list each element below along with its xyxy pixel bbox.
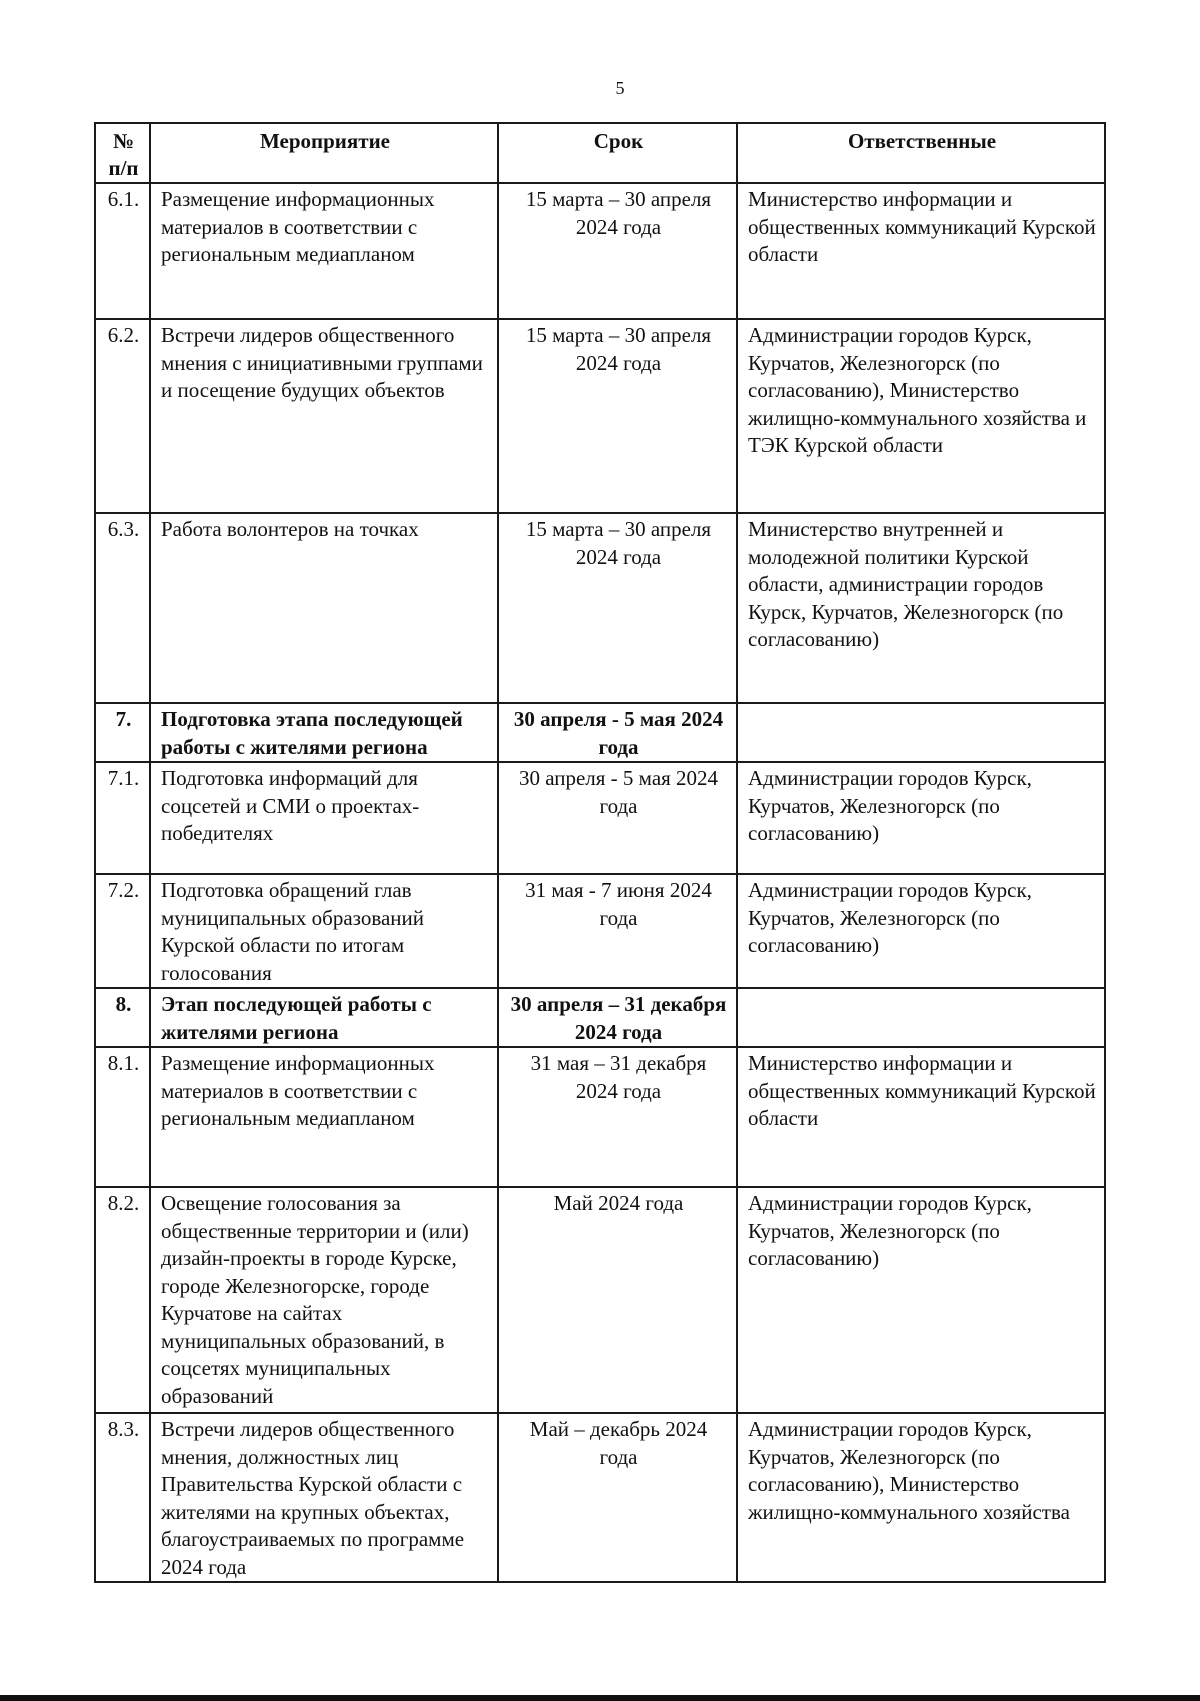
table-row xyxy=(95,874,1105,988)
table-row xyxy=(95,513,1105,703)
row-responsible: Администрации городов Курск, Курчатов, Железногорск (по согласованию) xyxy=(737,1187,1105,1413)
row-num: 8.2. xyxy=(95,1187,150,1413)
row-responsible: Администрации городов Курск, Курчатов, Железногорск (по согласованию), Министерство жилищно-коммунального хозяйства и ТЭК Курской области xyxy=(737,319,1105,513)
row-responsible: Министерство информации и общественных коммуникаций Курской области xyxy=(737,1047,1105,1187)
header-event: Мероприятие xyxy=(150,123,498,183)
row-responsible: Министерство внутренней и молодежной политики Курской области, администрации городов Курск, Курчатов, Железногорск (по согласованию) xyxy=(737,513,1105,703)
row-deadline: Май 2024 года xyxy=(498,1187,737,1413)
row-num: 8. xyxy=(95,988,150,1047)
row-event: Встречи лидеров общественного мнения с инициативными группами и посещение будущих объектов xyxy=(150,319,498,513)
row-deadline: 30 апреля - 5 мая 2024 года xyxy=(498,703,737,762)
row-event: Работа волонтеров на точках xyxy=(150,513,498,703)
section-row xyxy=(95,703,1105,762)
table-row xyxy=(95,183,1105,319)
row-deadline: 31 мая – 31 декабря 2024 года xyxy=(498,1047,737,1187)
row-num: 6.1. xyxy=(95,183,150,319)
row-responsible: Администрации городов Курск, Курчатов, Железногорск (по согласованию), Министерство жилищно-коммунального хозяйства xyxy=(737,1413,1105,1582)
header-deadline: Срок xyxy=(498,123,737,183)
row-event: Подготовка информаций для соцсетей и СМИ о проектах-победителях xyxy=(150,762,498,874)
table-row xyxy=(95,1413,1105,1582)
header-num: № п/п xyxy=(95,123,150,183)
row-deadline: 31 мая - 7 июня 2024 года xyxy=(498,874,737,988)
row-deadline: 30 апреля – 31 декабря 2024 года xyxy=(498,988,737,1047)
row-num: 6.2. xyxy=(95,319,150,513)
row-deadline: 15 марта – 30 апреля 2024 года xyxy=(498,183,737,319)
row-event: Размещение информационных материалов в соответствии с региональным медиапланом xyxy=(150,183,498,319)
row-event: Подготовка этапа последующей работы с жителями региона xyxy=(150,703,498,762)
row-deadline: Май – декабрь 2024 года xyxy=(498,1413,737,1582)
row-event: Этап последующей работы с жителями региона xyxy=(150,988,498,1047)
row-responsible: Администрации городов Курск, Курчатов, Железногорск (по согласованию) xyxy=(737,762,1105,874)
page-number: 5 xyxy=(615,78,625,98)
row-num: 7.2. xyxy=(95,874,150,988)
row-num: 6.3. xyxy=(95,513,150,703)
row-num: 7. xyxy=(95,703,150,762)
table-header-row xyxy=(95,123,1105,183)
row-event: Освещение голосования за общественные территории и (или) дизайн-проекты в городе Курске, городе Железногорске, городе Курчатове на сайтах муниципальных образований, в соцсетях муниципальных образований xyxy=(150,1187,498,1413)
table-row xyxy=(95,762,1105,874)
section-row xyxy=(95,988,1105,1047)
row-responsible: Администрации городов Курск, Курчатов, Железногорск (по согласованию) xyxy=(737,874,1105,988)
row-event: Размещение информационных материалов в соответствии с региональным медиапланом xyxy=(150,1047,498,1187)
events-table xyxy=(94,122,1106,1583)
row-responsible xyxy=(737,988,1105,1047)
row-num: 7.1. xyxy=(95,762,150,874)
scan-bottom-edge xyxy=(0,1695,1200,1701)
row-deadline: 30 апреля - 5 мая 2024 года xyxy=(498,762,737,874)
row-num: 8.1. xyxy=(95,1047,150,1187)
row-event: Встречи лидеров общественного мнения, должностных лиц Правительства Курской области с жителями на крупных объектах, благоустраиваемых по программе 2024 года xyxy=(150,1413,498,1582)
row-deadline: 15 марта – 30 апреля 2024 года xyxy=(498,319,737,513)
header-responsible: Ответственные xyxy=(737,123,1105,183)
table-row xyxy=(95,319,1105,513)
row-responsible: Министерство информации и общественных коммуникаций Курской области xyxy=(737,183,1105,319)
table-row xyxy=(95,1047,1105,1187)
row-responsible xyxy=(737,703,1105,762)
row-deadline: 15 марта – 30 апреля 2024 года xyxy=(498,513,737,703)
row-num: 8.3. xyxy=(95,1413,150,1582)
row-event: Подготовка обращений глав муниципальных образований Курской области по итогам голосования xyxy=(150,874,498,988)
table-row xyxy=(95,1187,1105,1413)
